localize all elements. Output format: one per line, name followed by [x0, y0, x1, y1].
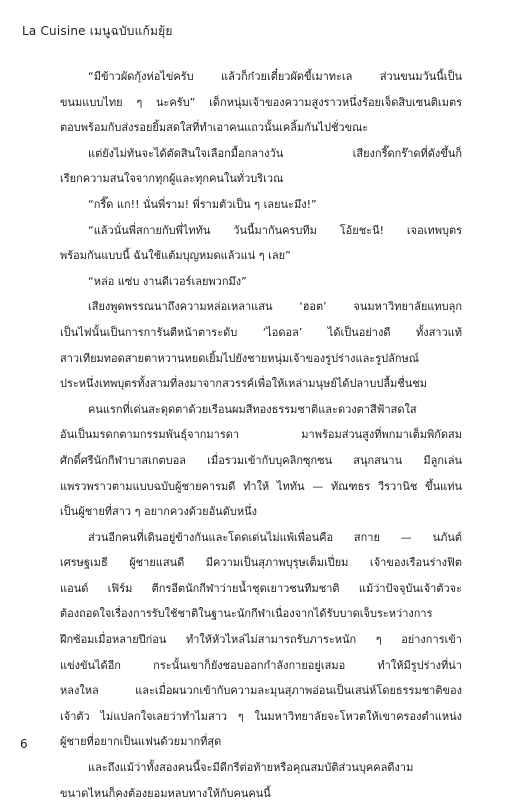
paragraph [60, 141, 462, 192]
text-line: “แล้วนั่นพี่สกายกับพี่ไททัน วันนี้มากันครบทีม โอ้ยชะนี! เจอเทพบุตร [88, 223, 462, 237]
text-line: พร้อมกันแบบนี้ ฉันใช้แต้มบุญหมดแล้วแน่ ๆ เลย” [60, 249, 291, 263]
text-line: คนแรกที่เด่นสะดุดตาด้วยเรือนผมสีทองธรรมชาติและดวงตาสีฟ้าสดใส [88, 402, 417, 416]
text-line: เสียงพูดพรรณนาถึงความหล่อเหลาแสน ‘ฮอต’ จนมหาวิทยาลัยแทบลุก [88, 300, 462, 314]
paragraph [60, 525, 462, 755]
paragraph [60, 755, 462, 806]
text-line: “กรี๊ด แก!! นั่นพี่ราม! พี่รามตัวเป็น ๆ เลยนะมึง!” [88, 197, 317, 211]
paragraph [60, 294, 462, 396]
text-line: ประหนึ่งเทพบุตรทั้งสามที่ลงมาจากสวรรค์เพื่อให้เหล่ามนุษย์ได้ปลาบปลื้มชื่นชม [60, 377, 428, 391]
text-line: “หล่อ แซ่บ งานดีเวอร์เลยพวกมึง” [88, 274, 247, 288]
text-line: ศักดิ์ศรีนักกีฬาบาสเกตบอล เมื่อรวมเข้ากับบุคลิกซุกซน สนุกสนาน มีลูกเล่น [60, 453, 462, 467]
paragraph [60, 64, 462, 141]
running-header: La Cuisine เมนูฉบับแก้มยุ้ย [22, 24, 173, 38]
text-line: หลงใหล และเมื่อผนวกเข้ากับความละมุนสุภาพอ่อนเป็นเสน่ห์โดยธรรมชาติของ [60, 684, 462, 698]
text-line: แต่ยังไม่ทันจะได้ตัดสินใจเลือกมื้อกลางวัน เสียงกรี๊ดกร๊าดที่ดังขึ้นก็ [88, 146, 462, 160]
page-number: 6 [20, 737, 28, 751]
text-line: ขนมแบบไทย ๆ นะครับ” เด็กหนุ่มเจ้าของความสูงราวหนึ่งร้อยเจ็ดสิบเซนติเมตร [60, 95, 462, 109]
paragraph [60, 192, 462, 218]
paragraph [60, 218, 462, 269]
paragraph [60, 397, 462, 525]
text-line: “มีข้าวผัดกุ้งห่อไข่ครับ แล้วก็ก๋วยเตี๋ยวผัดขี้เมาทะเล ส่วนขนมวันนี้เป็น [88, 70, 462, 83]
text-line: เจ้าตัว ไม่แปลกใจเลยว่าทำไมสาว ๆ ในมหาวิทยาลัยจะโหวตให้เขาครองตำแหน่ง [60, 709, 462, 723]
text-line: และถึงแม้ว่าทั้งสองคนนี้จะมีดีกรีต่อท้ายหรือคุณสมบัติส่วนบุคคลดีงาม [88, 761, 414, 775]
text-line: ตอบพร้อมกับส่งรอยยิ้มสดใสที่ทำเอาคนแถวนั้นเคลิ้มกันไปชั่วขณะ [60, 121, 369, 135]
text-line: อันเป็นมรดกตามกรรมพันธุ์จากมารดา มาพร้อมส่วนสูงที่พกมาเต็มพิกัดสม [60, 428, 462, 442]
text-line: แพรวพราวตามแบบฉบับผู้ชายคารมดี ทำให้ ไททัน — ทัณฑธร วีรวานิช ขึ้นแท่น [60, 479, 462, 493]
text-line: ผู้ชายที่อยากเป็นแฟนด้วยมากที่สุด [60, 735, 222, 749]
text-line: สาวเทียมทอดสายตาหวานหยดเยิ้มไปยังชายหนุ่มเจ้าของรูปร่างและรูปลักษณ์ [60, 351, 420, 365]
text-line: เป็นไฟนั้นเป็นการการันตีหน้าตาระดับ ‘ไอดอล’ ได้เป็นอย่างดี ทั้งสาวแท้ [60, 325, 462, 339]
paragraph [60, 269, 462, 295]
text-line: ต้องถอดใจเรื่องการรับใช้ชาติในฐานะนักกีฬาเนื่องจากได้รับบาดเจ็บระหว่างการ [60, 607, 433, 621]
body-text [60, 64, 462, 806]
text-line: แอนด์ เฟิร์ม ตีกรอีตนักกีฬาว่ายน้ำชุดเยาวชนทีมชาติ แม้ว่าปัจจุบันเจ้าตัวจะ [60, 581, 462, 595]
text-line: แข่งขันได้อีก กระนั้นเขาก็ยังชอบออกกำลังกายอยู่เสมอ ทำให้มีรูปร่างที่น่า [60, 658, 462, 672]
text-line: ฝึกซ้อมเมื่อหลายปีก่อน ทำให้หัวไหล่ไม่สามารถรับภาระหนัก ๆ อย่างการเข้า [60, 633, 462, 647]
text-line: ส่วนอีกคนที่เดินอยู่ข้างกันและโดดเด่นไม่แพ้เพื่อนคือ สกาย — นภันต์ [88, 530, 462, 544]
text-line: เศรษฐเมธี ผู้ชายแสนดี มีความเป็นสุภาพบุรุษเต็มเปี่ยม เจ้าของเรือนร่างฟิต [60, 556, 462, 570]
text-line: เรียกความสนใจจากทุกผู้และทุกคนในทั่วบริเวณ [60, 172, 284, 186]
text-line: เป็นผู้ชายที่สาว ๆ อยากควงด้วยอันดับหนึ่ง [60, 505, 257, 519]
text-line: ขนาดไหนก็คงต้องยอมหลบทางให้กับคนคนนี้ [60, 786, 271, 800]
